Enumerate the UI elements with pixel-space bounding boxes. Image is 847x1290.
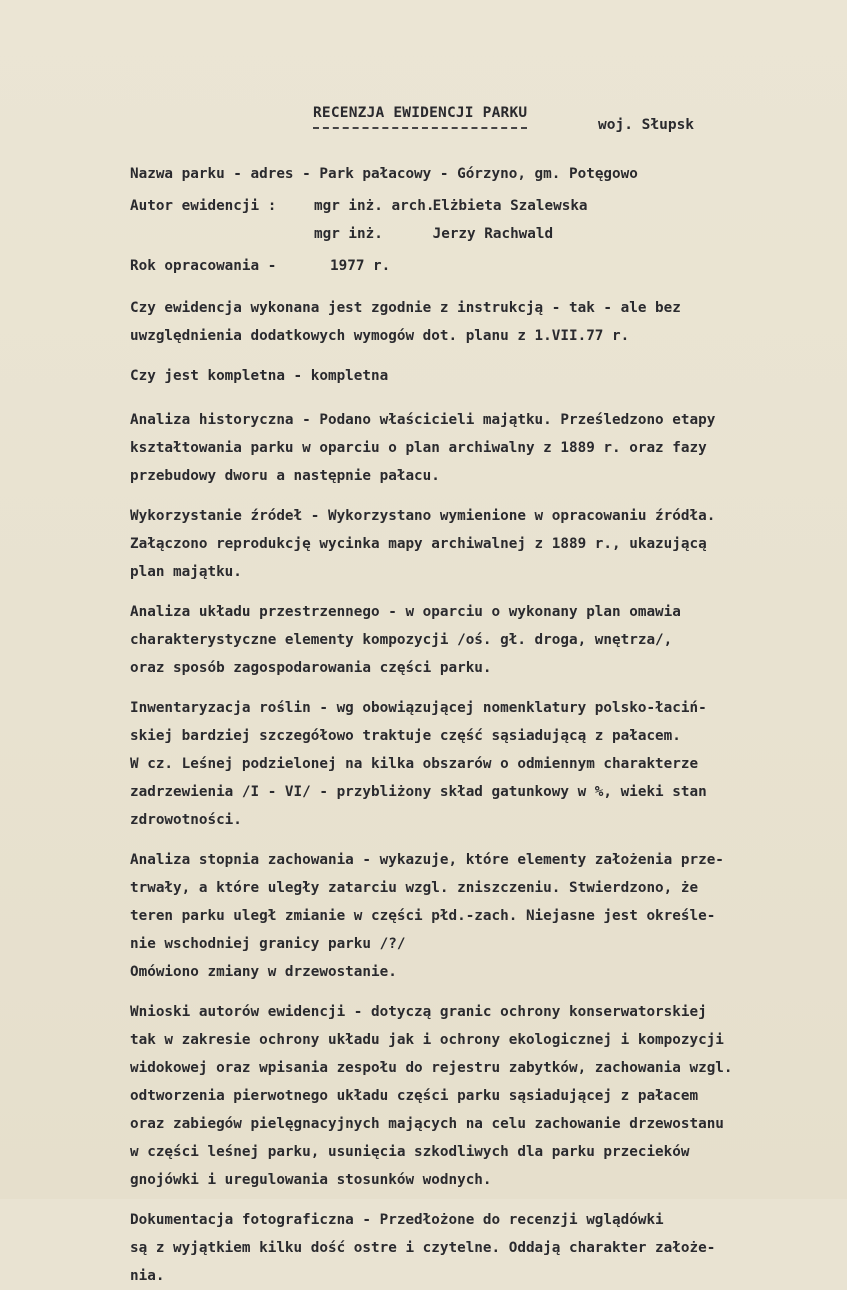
park-name-row — [130, 160, 820, 188]
text-line: Analiza stopnia zachowania - wykazuje, które elementy założenia prze- — [130, 852, 724, 868]
text-line: W cz. Leśnej podzielonej na kilka obszarów o odmiennym charakterze — [130, 756, 699, 772]
park-name-value: Park pałacowy - Górzyno, gm. Potęgowo — [319, 166, 638, 182]
paragraph-completeness — [130, 362, 820, 390]
paragraph-preservation-analysis — [130, 846, 820, 986]
text-line: zadrzewienia /I - VI/ - przybliżony skład gatunkowy w %, wieki stan — [130, 784, 707, 800]
text-line: oraz zabiegów pielęgnacyjnych mających na celu zachowanie drzewostanu — [130, 1116, 724, 1132]
paragraph-plant-inventory — [130, 694, 820, 834]
text-line: plan majątku. — [130, 564, 242, 580]
author-row — [130, 192, 820, 248]
author-label: Autor ewidencji : — [130, 198, 277, 214]
text-line: przebudowy dworu a następnie pałacu. — [130, 468, 440, 484]
author-title: mgr inż. arch. — [314, 198, 435, 214]
text-line: gnojówki i uregulowania stosunków wodnych. — [130, 1172, 492, 1188]
text-line: Załączono reprodukcję wycinka mapy archiwalnej z 1889 r., ukazującą — [130, 536, 707, 552]
author-name: Elżbieta Szalewska — [432, 198, 588, 214]
paragraph-compliance — [130, 294, 820, 350]
text-line: Dokumentacja fotograficzna - Przedłożone do recenzji wglądówki — [130, 1212, 664, 1228]
park-name-label: Nazwa parku - adres - — [130, 166, 311, 182]
paragraph-historical-analysis — [130, 406, 820, 490]
text-line: odtworzenia pierwotnego układu części parku sąsiadującej z pałacem — [130, 1088, 699, 1104]
author-entry — [314, 220, 588, 248]
document-title: RECENZJA EWIDENCJI PARKU — [313, 105, 527, 129]
text-line: teren parku uległ zmianie w części płd.-zach. Niejasne jest określe- — [130, 908, 716, 924]
text-line: Czy ewidencja wykonana jest zgodnie z instrukcją - tak - ale bez — [130, 300, 681, 316]
text-line: są z wyjątkiem kilku dość ostre i czytelne. Oddają charakter założe- — [130, 1240, 716, 1256]
year-label: Rok opracowania - — [130, 258, 277, 274]
text-line: skiej bardziej szczegółowo traktuje część sąsiadującą z pałacem. — [130, 728, 681, 744]
text-line: nie wschodniej granicy parku /?/ — [130, 936, 406, 952]
paragraph-conclusions — [130, 998, 820, 1194]
voivodeship-label: woj. Słupsk — [598, 117, 695, 133]
text-line: Wnioski autorów ewidencji - dotyczą granic ochrony konserwatorskiej — [130, 1004, 707, 1020]
text-line: Czy jest kompletna - kompletna — [130, 368, 389, 384]
text-line: nia. — [130, 1268, 165, 1284]
author-entry — [314, 192, 588, 220]
text-line: kształtowania parku w oparciu o plan archiwalny z 1889 r. oraz fazy — [130, 440, 707, 456]
text-line: Analiza układu przestrzennego - w oparciu o wykonany plan omawia — [130, 604, 681, 620]
text-line: Inwentaryzacja roślin - wg obowiązującej nomenklatury polsko-łaciń- — [130, 700, 707, 716]
author-title: mgr inż. — [314, 226, 383, 242]
text-line: Analiza historyczna - Podano właścicieli majątku. Prześledzono etapy — [130, 412, 716, 428]
text-line: uwzględnienia dodatkowych wymogów dot. planu z 1.VII.77 r. — [130, 328, 630, 344]
paragraph-sources — [130, 502, 820, 586]
title-block — [313, 102, 527, 129]
text-line: widokowej oraz wpisania zespołu do rejestru zabytków, zachowania wzgl. — [130, 1060, 733, 1076]
text-line: Wykorzystanie źródeł - Wykorzystano wymienione w opracowaniu źródła. — [130, 508, 716, 524]
author-names — [314, 192, 588, 248]
year-value: 1977 r. — [330, 258, 391, 274]
paragraph-photo-documentation — [130, 1206, 820, 1290]
author-name: Jerzy Rachwald — [432, 226, 554, 242]
text-line: Omówiono zmiany w drzewostanie. — [130, 964, 397, 980]
paragraph-spatial-analysis — [130, 598, 820, 682]
text-line: charakterystyczne elementy kompozycji /oś. gł. droga, wnętrza/, — [130, 632, 673, 648]
text-line: trwały, a które uległy zatarciu wzgl. zniszczeniu. Stwierdzono, że — [130, 880, 699, 896]
text-line: oraz sposób zagospodarowania części parku. — [130, 660, 492, 676]
text-line: w części leśnej parku, usunięcia szkodliwych dla parku przecieków — [130, 1144, 690, 1160]
year-row — [130, 252, 820, 280]
text-line: tak w zakresie ochrony układu jak i ochrony ekologicznej i kompozycji — [130, 1032, 724, 1048]
text-line: zdrowotności. — [130, 812, 242, 828]
document-body — [130, 160, 820, 1290]
